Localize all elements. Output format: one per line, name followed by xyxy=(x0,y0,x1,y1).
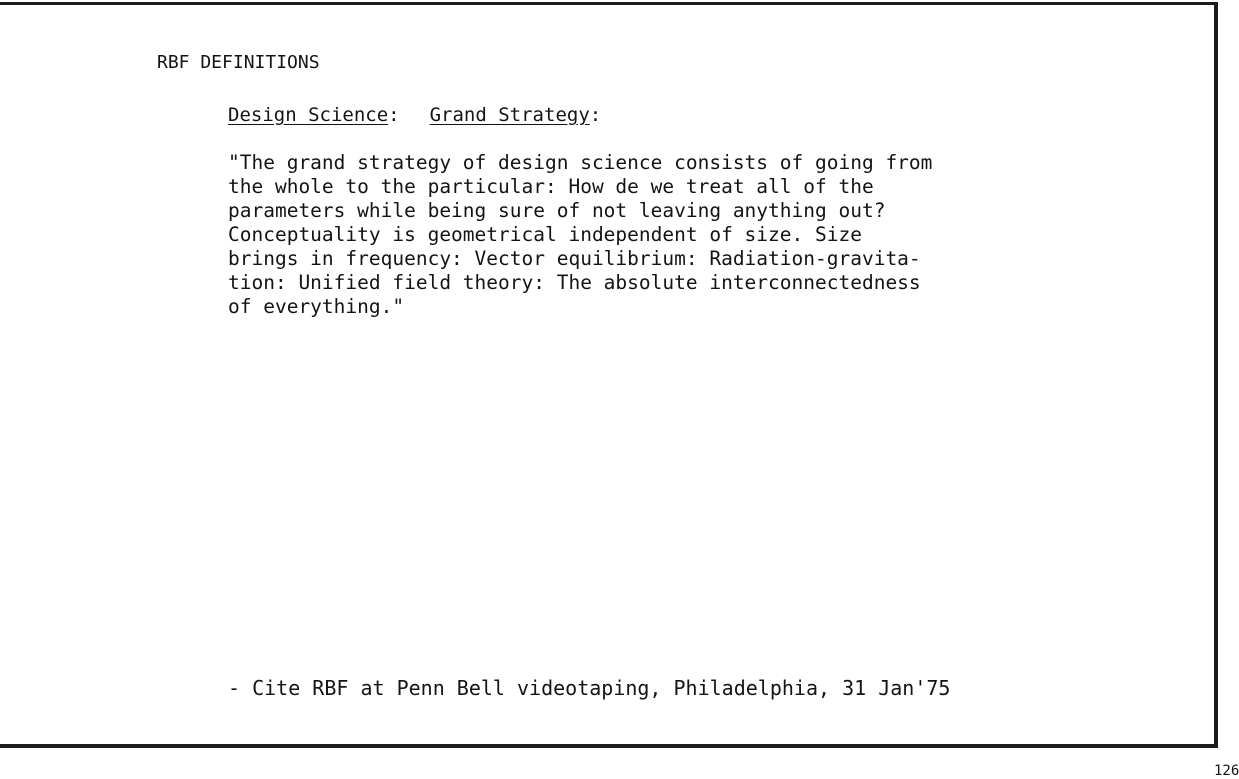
document-heading: RBF DEFINITIONS xyxy=(157,52,320,73)
definition-card xyxy=(0,2,1218,748)
colon-separator: : xyxy=(388,104,400,126)
quote-line: of everything." xyxy=(228,295,405,318)
definition-quote xyxy=(228,151,1108,319)
colon-separator: : xyxy=(589,104,602,126)
topic-term: Grand Strategy xyxy=(429,104,590,126)
quote-line: the whole to the particular: How de we treat all of the xyxy=(228,175,874,198)
quote-line: tion: Unified field theory: The absolute interconnectedness xyxy=(228,271,921,294)
quote-line: Conceptuality is geometrical independent of size. Size xyxy=(228,223,862,246)
subject-term: Design Science xyxy=(228,104,389,126)
source-citation: - Cite RBF at Penn Bell videotaping, Philadelphia, 31 Jan'75 xyxy=(228,676,951,700)
quote-line: brings in frequency: Vector equilibrium: Radiation-gravita- xyxy=(228,247,921,270)
quote-line: parameters while being sure of not leaving anything out? xyxy=(228,199,886,222)
page-number: 126 xyxy=(1214,763,1239,779)
definition-subheading xyxy=(228,104,601,126)
quote-line: "The grand strategy of design science consists of going from xyxy=(228,151,933,174)
